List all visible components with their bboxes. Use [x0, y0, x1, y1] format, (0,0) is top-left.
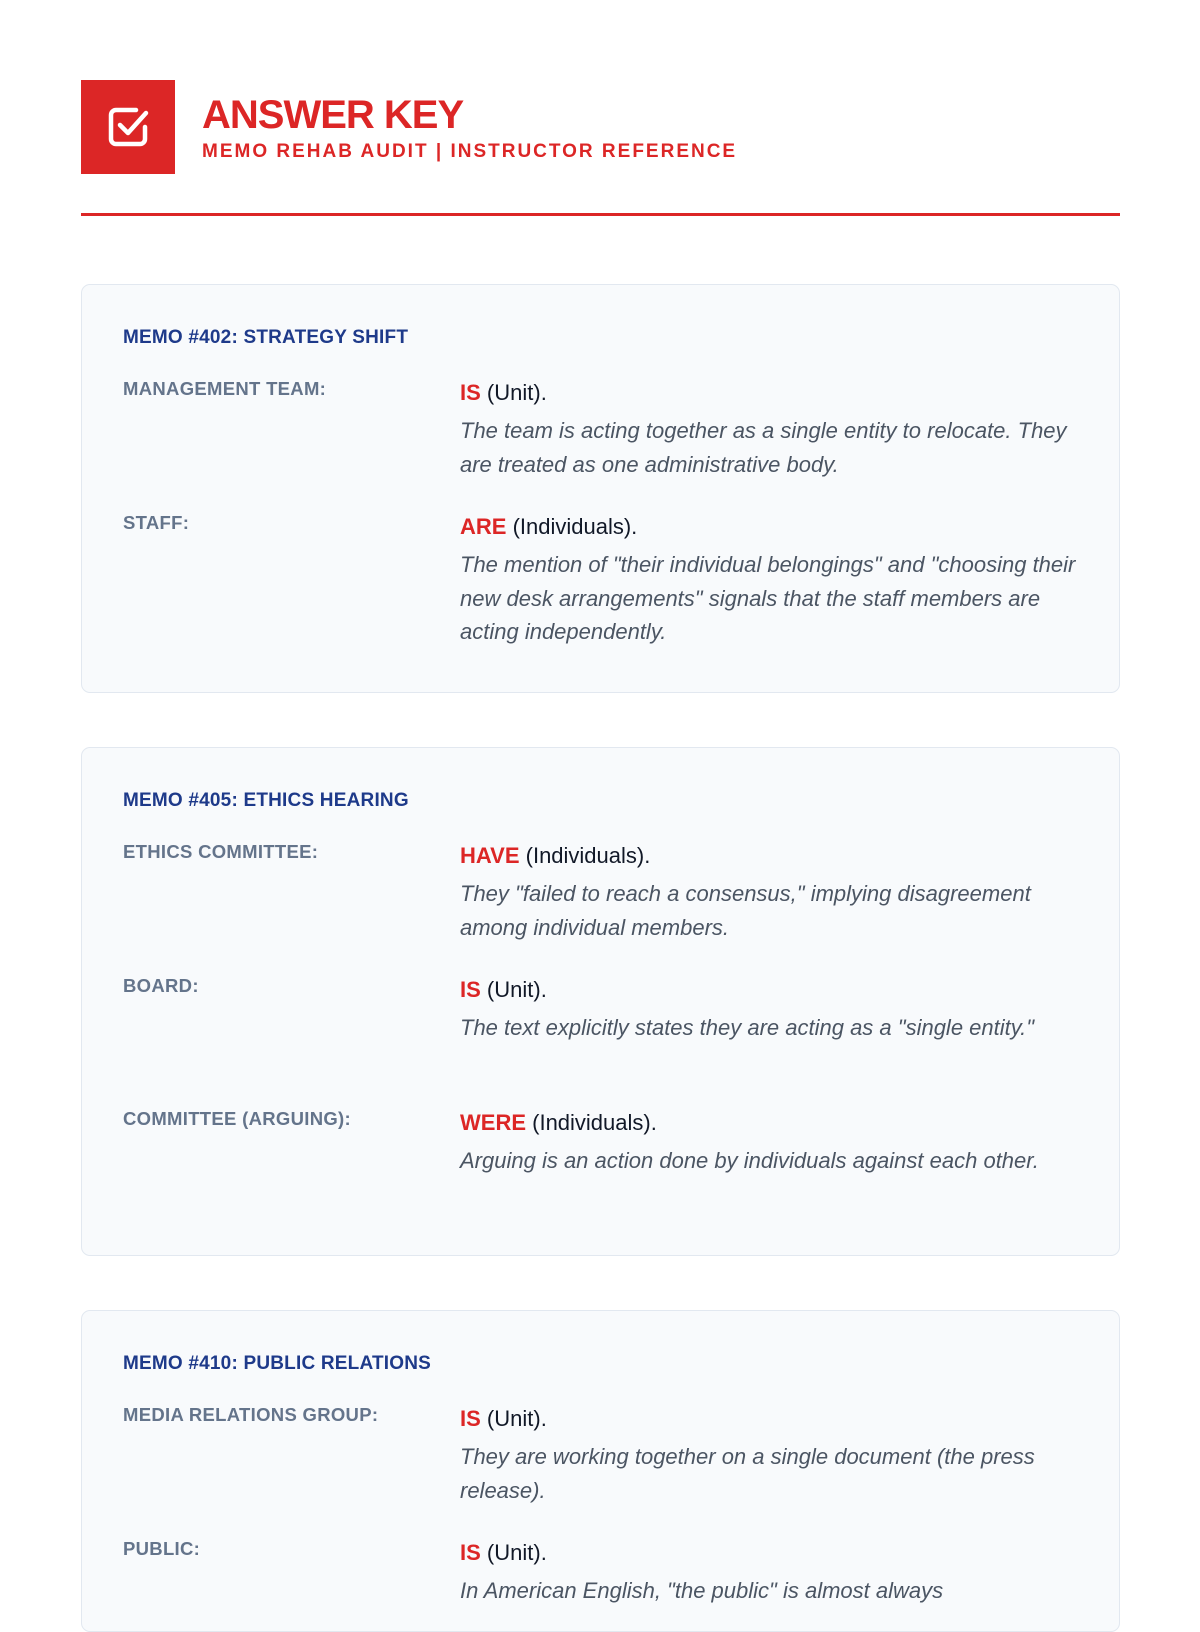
- collective-noun-label: COMMITTEE (ARGUING):: [123, 1108, 351, 1129]
- answer-verb: WERE: [460, 1110, 526, 1135]
- collective-noun-label: PUBLIC:: [123, 1538, 201, 1559]
- answer-verdict: [460, 975, 1085, 1005]
- answer-kind: (Unit).: [486, 1540, 547, 1565]
- answer-explanation: The text explicitly states they are acting as a "single entity.": [460, 1015, 1035, 1040]
- answer-verb: IS: [460, 380, 481, 405]
- collective-noun-label: ETHICS COMMITTEE:: [123, 841, 319, 862]
- memo-title: MEMO #405: ETHICS HEARING: [123, 790, 409, 811]
- answer-kind: (Unit).: [486, 977, 547, 1002]
- header-divider: [81, 213, 1120, 216]
- answer-explanation: In American English, "the public" is almost always: [460, 1578, 944, 1603]
- memo-card-410: [81, 1310, 1120, 1632]
- answer-verdict: [460, 1108, 1085, 1138]
- answer-explanation: They "failed to reach a consensus," implying disagreement among individual members.: [460, 881, 1031, 940]
- answer-verdict: [460, 512, 1085, 542]
- answer-explanation: Arguing is an action done by individuals against each other.: [460, 1148, 1039, 1173]
- answer-key-page: [81, 80, 1120, 1603]
- answer-verdict: [460, 378, 1085, 408]
- page-subtitle: MEMO REHAB AUDIT | INSTRUCTOR REFERENCE: [202, 140, 738, 162]
- answer-kind: (Individuals).: [512, 514, 638, 539]
- collective-noun-label: BOARD:: [123, 975, 199, 996]
- memo-title: MEMO #402: STRATEGY SHIFT: [123, 327, 409, 348]
- answer-verb: IS: [460, 1406, 481, 1431]
- answer-verb: IS: [460, 1540, 481, 1565]
- collective-noun-label: MEDIA RELATIONS GROUP:: [123, 1404, 379, 1425]
- collective-noun-label: STAFF:: [123, 512, 190, 533]
- answer-verdict: [460, 1404, 1085, 1434]
- checkbox-icon: [81, 80, 175, 174]
- answer-kind: (Individuals).: [532, 1110, 657, 1135]
- answer-kind: (Unit).: [486, 1406, 547, 1431]
- answer-kind: (Unit).: [486, 380, 547, 405]
- answer-explanation: The team is acting together as a single entity to relocate. They are treated as one administrative body.: [460, 418, 1067, 477]
- answer-verb: IS: [460, 977, 481, 1002]
- page-title: ANSWER KEY: [202, 92, 464, 137]
- answer-verdict: [460, 841, 1085, 871]
- collective-noun-label: MANAGEMENT TEAM:: [123, 378, 327, 399]
- memo-card-402: [81, 284, 1120, 693]
- answer-verdict: [460, 1538, 1085, 1568]
- memo-card-405: [81, 747, 1120, 1256]
- answer-verb: ARE: [460, 514, 507, 539]
- answer-verb: HAVE: [460, 843, 520, 868]
- header: [81, 80, 1120, 174]
- memo-title: MEMO #410: PUBLIC RELATIONS: [123, 1353, 432, 1374]
- answer-explanation: The mention of "their individual belongings" and "choosing their new desk arrangements" signals that the staff members are acting independently.: [460, 552, 1076, 644]
- answer-kind: (Individuals).: [525, 843, 651, 868]
- answer-explanation: They are working together on a single document (the press release).: [460, 1444, 1035, 1503]
